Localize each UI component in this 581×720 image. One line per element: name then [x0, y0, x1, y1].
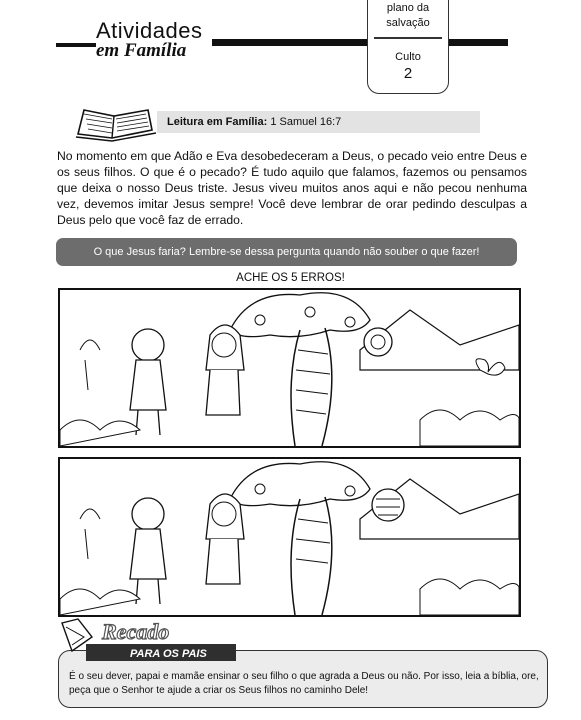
open-book-icon: [72, 104, 158, 149]
spot-difference-picture-1: [58, 288, 521, 448]
header-rule-right: [212, 39, 508, 46]
reading-reference-bar: [157, 111, 480, 133]
header-rule-left: [56, 43, 96, 47]
activity-title: ACHE OS 5 ERROS!: [236, 272, 345, 284]
lesson-tab: [367, 0, 449, 94]
recado-title: Recado: [102, 619, 170, 644]
tab-divider: [374, 37, 442, 39]
parents-message-text: É o seu dever, papai e mamãe ensinar o seu filho o que agrada a Deus ou não. Por isso, leia a bíblia, ore, peça que o Senhor te ajude a criar os Seus filhos no caminho Dele!: [69, 671, 539, 696]
reading-reference: 1 Samuel 16:7: [270, 116, 342, 128]
spot-difference-picture-2: [58, 457, 521, 617]
culto-label: Culto: [395, 51, 421, 63]
recado-logo: [58, 617, 238, 668]
culto-number: 2: [403, 65, 413, 82]
reminder-banner: O que Jesus faria? Lembre-se dessa pergunta quando não souber o que fazer!: [56, 238, 517, 266]
lesson-paragraph: No momento em que Adão e Eva desobedeceram a Deus, o pecado veio entre Deus e os seus filhos. O que é o pecado? É tudo aquilo que falamos, fazemos ou pensamos que deixa o nosso Deus triste. Jesus viveu muitos anos aqui e não pecou nenhuma vez, devemos imitar Jesus sempre! Você deve lembrar de orar pedindo desculpas a Deus pelo que você faz de errado.: [57, 149, 527, 227]
reading-label: Leitura em Família:: [167, 116, 268, 128]
lesson-series-line2: salvação: [386, 17, 430, 29]
page-title: Atividades: [96, 18, 203, 43]
recado-subtitle: PARA OS PAIS: [130, 648, 207, 660]
page-subtitle: em Família: [96, 40, 187, 61]
lesson-series-line1: plano da: [386, 2, 430, 14]
lesson-series: [368, 1, 448, 31]
